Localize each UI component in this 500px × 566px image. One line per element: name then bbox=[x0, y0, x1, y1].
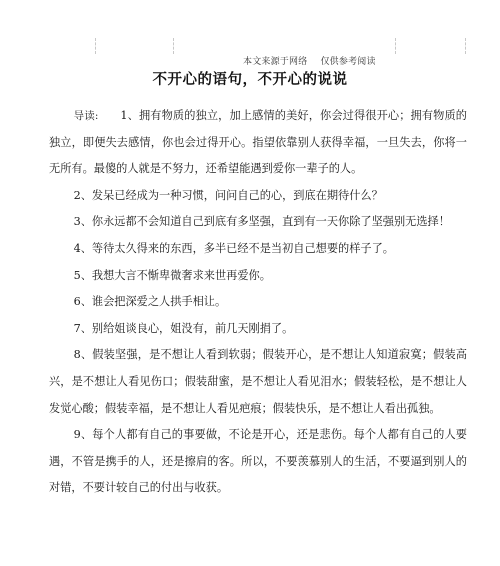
crop-mark bbox=[173, 38, 174, 54]
paragraph: 4、等待太久得来的东西，多半已经不是当初自己想要的样子了。 bbox=[73, 241, 394, 255]
paragraph-text: 1、拥有物质的独立，加上感情的美好，你会过得很开心；拥有物质的独立，即便失去感情，你也会过得开心。指望依靠别人获得幸福，一旦失去，你将一无所有。最傻的人就是不努力，还希望能遇到爱你一辈子的人。 bbox=[49, 109, 467, 176]
crop-mark bbox=[95, 38, 96, 54]
document-title: 不开心的语句，不开心的说说 bbox=[152, 71, 348, 88]
paragraph: 9、每个人都有自己的事要做，不论是开心，还是悲伤。每个人都有自己的人要遇，不管是携手的人，还是擦肩的客。所以，不要羡慕别人的生活，不要逼到别人的对错，不要计较自己的付出与收获。 bbox=[49, 428, 467, 495]
paragraph: 6、谁会把深爱之人拱手相让。 bbox=[73, 295, 227, 309]
intro-label: 导读: bbox=[73, 110, 99, 122]
source-note bbox=[243, 54, 376, 67]
paragraph bbox=[49, 103, 467, 183]
document-body bbox=[49, 103, 467, 502]
paragraph: 2、发呆已经成为一种习惯，问问自己的心，到底在期待什么？ bbox=[73, 188, 383, 202]
paragraph: 8、假装坚强，是不想让人看到软弱；假装开心，是不想让人知道寂寞；假装高兴，是不想让人看见伤口；假装甜蜜，是不想让人看见泪水；假装轻松，是不想让人发觉心酸；假装幸福，是不想让人看见疤痕；假装快乐，是不想让人看出孤独。 bbox=[49, 348, 467, 415]
paragraph: 7、别给姐谈良心，姐没有，前几天刚捐了。 bbox=[73, 321, 294, 335]
crop-mark bbox=[465, 38, 466, 54]
paragraph: 3、你永远都不会知道自己到底有多坚强，直到有一天你除了坚强别无选择！ bbox=[73, 215, 450, 229]
paragraph: 5、我想大言不惭卑微奢求来世再爱你。 bbox=[73, 268, 271, 282]
source-text: 本文来源于网络 bbox=[243, 57, 308, 67]
crop-mark bbox=[395, 38, 396, 54]
disclaimer-text: 仅供参考阅读 bbox=[320, 57, 376, 67]
